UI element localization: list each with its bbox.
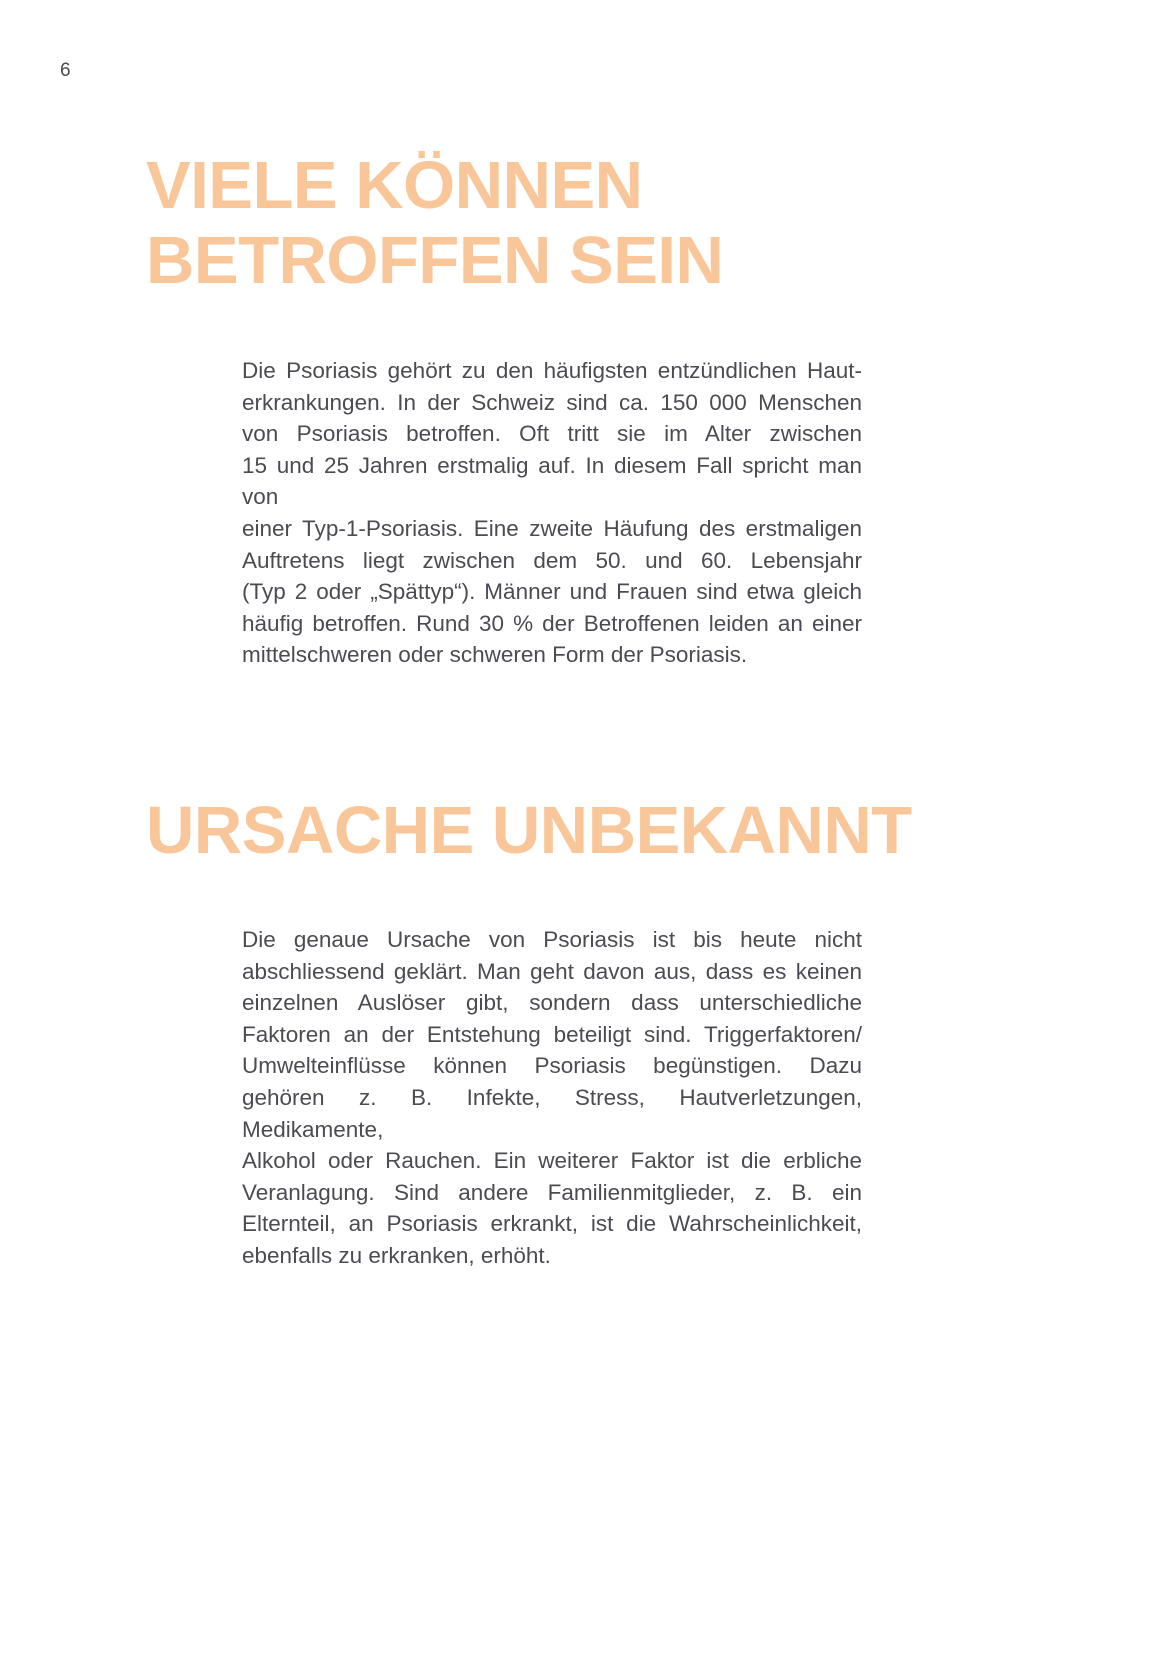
heading-line: VIELE KÖNNEN xyxy=(146,148,643,223)
section-heading-ursache-unbekannt xyxy=(146,793,912,868)
paragraph-line: einer Typ-1-Psoriasis. Eine zweite Häufung des erstmaligen xyxy=(242,515,862,541)
section-paragraph-causes xyxy=(242,924,862,1272)
paragraph-line: Veranlagung. Sind andere Familienmitglieder, z. B. ein xyxy=(242,1179,862,1205)
paragraph-line: erkrankungen. In der Schweiz sind ca. 150 000 Menschen xyxy=(242,389,862,415)
paragraph-line: einzelnen Auslöser gibt, sondern dass unterschiedliche xyxy=(242,990,862,1016)
paragraph-line: abschliessend geklärt. Man geht davon aus, dass es keinen xyxy=(242,958,862,984)
paragraph-line: Die Psoriasis gehört zu den häufigsten entzündlichen Haut- xyxy=(242,358,862,383)
paragraph-line: (Typ 2 oder „Spättyp“). Männer und Frauen sind etwa gleich xyxy=(242,579,862,605)
heading-line: BETROFFEN SEIN xyxy=(146,223,724,298)
section-heading-viele-koennen-betroffen-sein xyxy=(146,148,723,298)
paragraph-line: 15 und 25 Jahren erstmalig auf. In diesem Fall spricht man von xyxy=(242,452,862,510)
paragraph-line: Elternteil, an Psoriasis erkrankt, ist die Wahrscheinlichkeit, xyxy=(242,1211,862,1237)
paragraph-line: Faktoren an der Entstehung beteiligt sind. Triggerfaktoren/ xyxy=(242,1021,862,1047)
paragraph-line: mittelschweren oder schweren Form der Psoriasis. xyxy=(242,642,748,668)
paragraph-line: von Psoriasis betroffen. Oft tritt sie im Alter zwischen xyxy=(242,421,862,447)
heading-line: URSACHE UNBEKANNT xyxy=(146,793,912,868)
paragraph-line: ebenfalls zu erkranken, erhöht. xyxy=(242,1242,551,1268)
section-paragraph-prevalence xyxy=(242,355,862,671)
paragraph-line: Alkohol oder Rauchen. Ein weiterer Faktor ist die erbliche xyxy=(242,1148,862,1174)
page-number: 6 xyxy=(60,60,71,81)
paragraph-line: Auftretens liegt zwischen dem 50. und 60. Lebensjahr xyxy=(242,547,862,573)
paragraph-line: Die genaue Ursache von Psoriasis ist bis heute nicht xyxy=(242,927,862,952)
paragraph-line: gehören z. B. Infekte, Stress, Hautverletzungen, Medikamente, xyxy=(242,1084,862,1142)
paragraph-line: Umwelteinflüsse können Psoriasis begünstigen. Dazu xyxy=(242,1053,862,1079)
paragraph-line: häufig betroffen. Rund 30 % der Betroffenen leiden an einer xyxy=(242,610,862,636)
